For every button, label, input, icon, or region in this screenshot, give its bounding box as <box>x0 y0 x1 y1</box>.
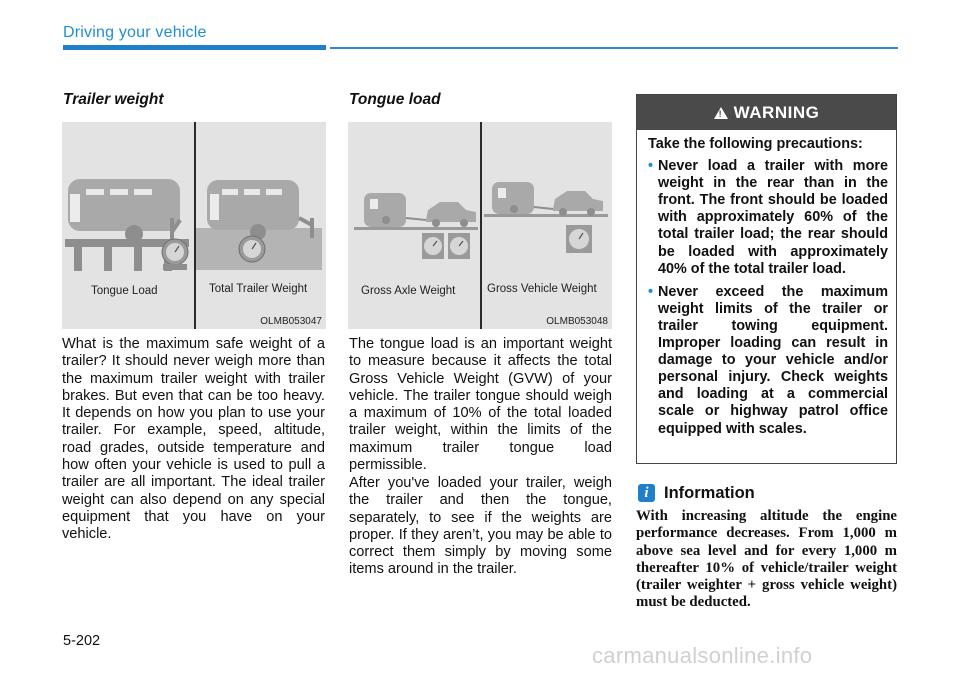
trailer-weight-figure <box>62 122 326 329</box>
figure-code: OLMB053048 <box>546 316 608 327</box>
info-icon: i <box>638 484 655 502</box>
warning-bullet <box>648 158 888 278</box>
warning-bullet-text: Never exceed the maximum weight limits of the trailer or trailer towing equipment. Improper loading can result in damage to your vehicle and/or personal injury. Check weights and loading at a commercial scale or highway patrol office equipped with scales. <box>658 283 888 437</box>
warning-triangle-icon: ! <box>714 107 728 119</box>
figure-code: OLMB053047 <box>260 316 322 327</box>
figure-divider <box>480 122 482 329</box>
caption-gross-vehicle-weight: Gross Vehicle Weight <box>487 283 597 295</box>
tongue-load-text-1: The tongue load is an important weight to measure because it affects the total Gross Vehicle Weight (GVW) of your vehicle. The trailer tongue should weigh a maximum of 10% of the total loaded trailer weight, within the limits of the maximum trailer tongue load permissible. <box>349 336 612 474</box>
warning-bullet <box>648 284 888 438</box>
information-title: Information <box>664 484 755 502</box>
header-bar-line <box>330 47 898 49</box>
tongue-load-text-2: After you've loaded your trailer, weigh the trailer and then the tongue, separately, to see if the weights are proper. If they aren’t, you may be able to correct them simply by moving some items around in the trailer. <box>349 475 612 578</box>
figure-divider <box>194 122 196 329</box>
warning-body <box>648 136 888 444</box>
warning-title: WARNING <box>733 102 820 122</box>
warning-intro: Take the following precautions: <box>648 136 863 152</box>
warning-header <box>637 95 896 130</box>
watermark: carmanualsonline.info <box>592 643 813 668</box>
warning-bullet-text: Never load a trailer with more weight in the rear than in the front. The front should be loaded with approximately 60% of the total trailer load; the rear should be loaded with approximately 40% of the total trailer load. <box>658 158 888 277</box>
section-title: Driving your vehicle <box>63 24 207 41</box>
information-text: With increasing altitude the engine performance decreases. From 1,000 m above sea level and for every 1,000 m thereafter 10% of vehicle/trailer weight (trailer weighter + gross vehicle weight) must be deducted. <box>636 508 897 611</box>
caption-total-trailer-weight: Total Trailer Weight <box>209 283 308 295</box>
bullet-icon: • <box>648 158 654 175</box>
tongue-load-figure <box>348 122 612 329</box>
caption-tongue-load: Tongue Load <box>91 285 158 297</box>
trailer-weight-heading: Trailer weight <box>63 91 164 108</box>
header-bar-accent <box>63 45 326 50</box>
tongue-load-heading: Tongue load <box>349 91 441 108</box>
page-number: 5-202 <box>63 633 101 649</box>
caption-gross-axle-weight: Gross Axle Weight <box>361 285 456 297</box>
bullet-icon: • <box>648 283 654 300</box>
trailer-weight-text: What is the maximum safe weight of a trailer? It should never weigh more than the maximum trailer weight with trailer brakes. But even that can be too heavy. It depends on how you plan to use your trailer. For example, speed, altitude, road grades, outside temperature and how often your vehicle is used to pull a trailer are all important. The ideal trailer weight can also depend on any special equipment that you have on your vehicle. <box>62 336 325 543</box>
warning-box <box>636 94 897 464</box>
